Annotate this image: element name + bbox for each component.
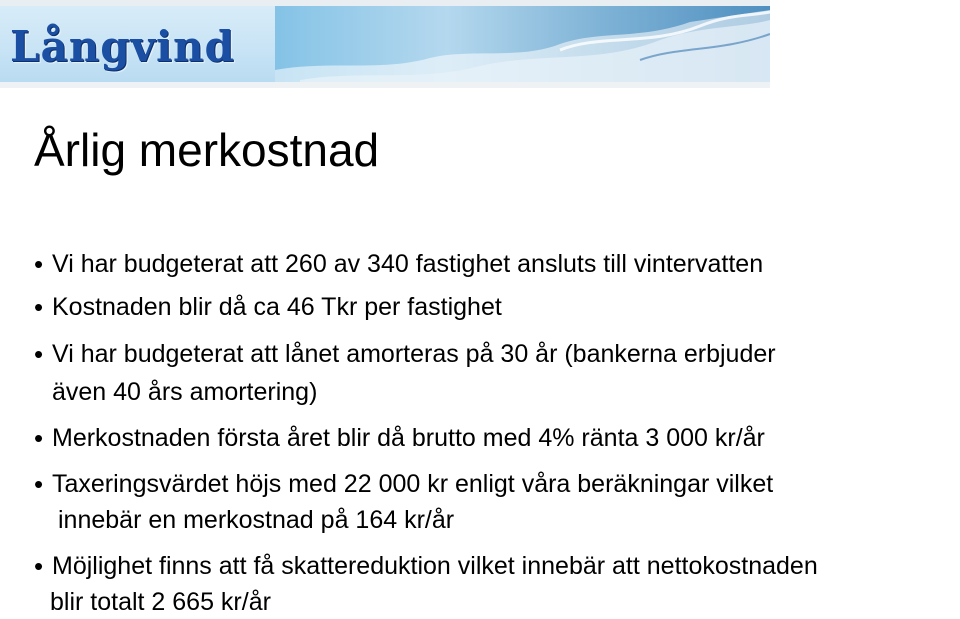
bullet-text: Möjlighet finns att få skattereduktion vilket innebär att nettokostnaden	[52, 552, 818, 580]
bullet-icon: •	[34, 551, 44, 581]
bullet-text-continuation: blir totalt 2 665 kr/år	[50, 588, 271, 616]
bullet-text-continuation: innebär en merkostnad på 164 kr/år	[58, 506, 455, 534]
banner-bottom-border	[0, 82, 770, 88]
bullet-text: Vi har budgeterat att lånet amorteras på 30 år (bankerna erbjuder	[52, 340, 776, 368]
bullet-text: Merkostnaden första året blir då brutto med 4% ränta 3 000 kr/år	[52, 424, 765, 452]
header-banner	[0, 0, 770, 88]
bullet-text-continuation: även 40 års amortering)	[52, 378, 318, 406]
bullet-icon: •	[34, 292, 44, 322]
page-title: Årlig merkostnad	[34, 124, 380, 176]
bullet-text: Taxeringsvärdet höjs med 22 000 kr enligt våra beräkningar vilket	[52, 470, 774, 498]
logo: Långvind	[10, 22, 235, 71]
bullet-icon: •	[34, 339, 44, 369]
bullet-icon: •	[34, 423, 44, 453]
bullet-text: Vi har budgeterat att 260 av 340 fastighet ansluts till vintervatten	[52, 250, 764, 278]
bullet-icon: •	[34, 249, 44, 279]
bullet-icon: •	[34, 469, 44, 499]
bullet-text: Kostnaden blir då ca 46 Tkr per fastighet	[52, 293, 502, 321]
